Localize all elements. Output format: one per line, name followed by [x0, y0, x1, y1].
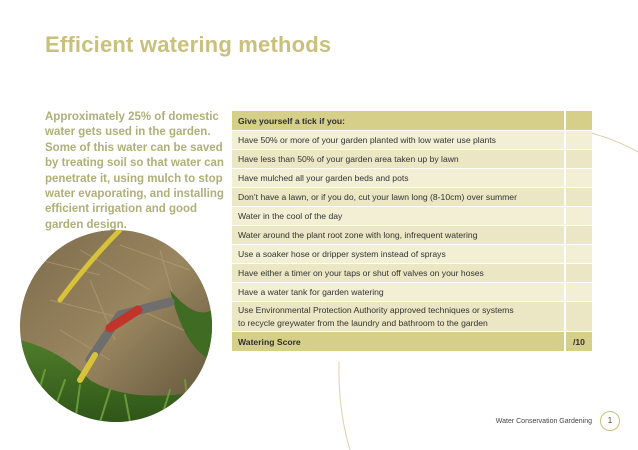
checklist-item-text: Have 50% or more of your garden planted with low water use plants	[232, 131, 565, 150]
watering-checklist	[232, 111, 592, 352]
garden-hose-photo	[20, 230, 212, 422]
tick-box[interactable]	[565, 207, 592, 226]
checklist-item-text: Water around the plant root zone with long, infrequent watering	[232, 226, 565, 245]
checklist-item-text: Have mulched all your garden beds and pots	[232, 169, 565, 188]
checklist-header-row	[232, 111, 592, 131]
tick-box[interactable]	[565, 150, 592, 169]
tick-box[interactable]	[565, 264, 592, 283]
checklist-item-line: to recycle greywater from the laundry and bathroom to the garden	[238, 317, 488, 328]
page-title: Efficient watering methods	[45, 32, 332, 57]
tick-box[interactable]	[565, 302, 592, 332]
checklist-row	[232, 169, 592, 188]
checklist-item-text: Water in the cool of the day	[232, 207, 565, 226]
intro-paragraph: Approximately 25% of domestic water gets used in the garden. Some of this water can be saved by treating soil so that water can penetrate it, using mulch to stop water evaporating, and installing efficient irrigation and good garden design.	[45, 111, 224, 231]
score-row	[232, 332, 592, 352]
checklist-item-text: Have either a timer on your taps or shut off valves on your hoses	[232, 264, 565, 283]
checklist-item-text: Have a water tank for garden watering	[232, 283, 565, 302]
checklist-row	[232, 264, 592, 283]
page-number: 1	[600, 411, 620, 431]
checklist-row	[232, 226, 592, 245]
checklist-item-text: Have less than 50% of your garden area taken up by lawn	[232, 150, 565, 169]
checklist-header-box	[565, 111, 592, 131]
tick-box[interactable]	[565, 188, 592, 207]
checklist-row	[232, 302, 592, 332]
checklist-row	[232, 207, 592, 226]
tick-box[interactable]	[565, 169, 592, 188]
tick-box[interactable]	[565, 131, 592, 150]
checklist-item-line: Use Environmental Protection Authority approved techniques or systems	[238, 305, 514, 315]
checklist-row	[232, 188, 592, 207]
tick-box[interactable]	[565, 226, 592, 245]
checklist-row	[232, 283, 592, 302]
checklist-item-text	[232, 302, 565, 332]
checklist-row	[232, 131, 592, 150]
checklist-row	[232, 245, 592, 264]
score-value[interactable]: /10	[565, 332, 592, 352]
checklist-item-text: Use a soaker hose or dripper system instead of sprays	[232, 245, 565, 264]
score-label: Watering Score	[232, 332, 565, 352]
checklist-item-text: Don’t have a lawn, or if you do, cut your lawn long (8-10cm) over summer	[232, 188, 565, 207]
tick-box[interactable]	[565, 283, 592, 302]
checklist-row	[232, 150, 592, 169]
checklist-header: Give yourself a tick if you:	[232, 111, 565, 131]
footer-text: Water Conservation Gardening	[495, 418, 592, 425]
tick-box[interactable]	[565, 245, 592, 264]
